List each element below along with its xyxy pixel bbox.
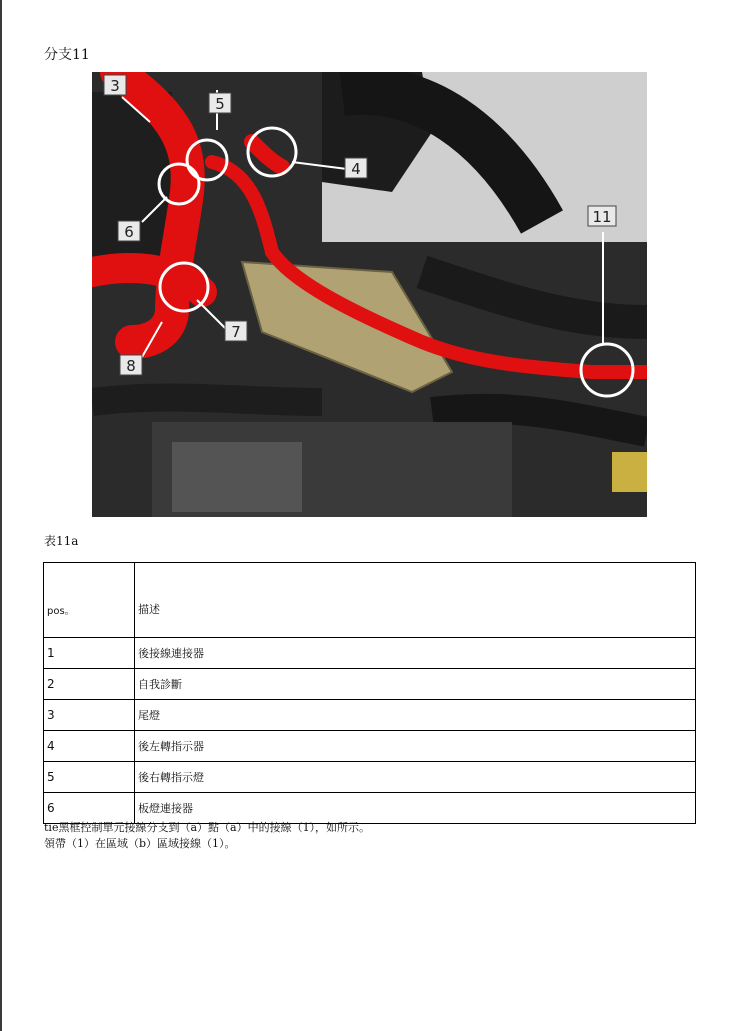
callout-5 — [209, 93, 231, 113]
table-row — [44, 638, 696, 669]
wiring-photo — [92, 72, 647, 517]
instruction-notes — [44, 820, 370, 852]
header-pos: pos。 — [44, 563, 135, 638]
row-description: 尾燈 — [135, 700, 696, 731]
svg-text:4: 4 — [351, 160, 361, 178]
svg-text:6: 6 — [124, 223, 134, 241]
table-caption: 表11a — [44, 534, 79, 548]
callout-6 — [118, 221, 140, 241]
page-left-border — [0, 0, 2, 1031]
svg-text:11: 11 — [592, 208, 612, 226]
row-description: 自我診斷 — [135, 669, 696, 700]
note-line: 領帶（1）在區域（b）區域接線（1）。 — [44, 837, 236, 850]
row-pos: 2 — [44, 669, 135, 700]
table-row — [44, 762, 696, 793]
svg-text:8: 8 — [126, 357, 136, 375]
table-header-row — [44, 563, 696, 638]
row-description: 後左轉指示器 — [135, 731, 696, 762]
svg-text:5: 5 — [215, 95, 225, 113]
row-pos: 3 — [44, 700, 135, 731]
note-line: tie黑框控制單元接線分支到（a）點（a）中的接線（1），如所示。 — [44, 821, 371, 834]
row-description: 板燈連接器 — [135, 793, 696, 824]
row-pos: 6 — [44, 793, 135, 824]
row-description: 後右轉指示燈 — [135, 762, 696, 793]
wiring-photo-illustration — [92, 72, 647, 517]
table-row — [44, 793, 696, 824]
table-row — [44, 669, 696, 700]
table-row — [44, 700, 696, 731]
row-pos: 1 — [44, 638, 135, 669]
callout-4 — [345, 158, 367, 178]
svg-text:7: 7 — [231, 323, 241, 341]
row-pos: 5 — [44, 762, 135, 793]
callout-11 — [588, 206, 616, 226]
callout-7 — [225, 321, 247, 341]
callout-8 — [120, 355, 142, 375]
callout-3 — [104, 75, 126, 95]
row-description: 後接線連接器 — [135, 638, 696, 669]
legend-table — [43, 562, 696, 824]
svg-text:3: 3 — [110, 77, 120, 95]
row-pos: 4 — [44, 731, 135, 762]
header-description: 描述 — [135, 563, 696, 638]
section-heading: 分支11 — [44, 47, 90, 63]
table-row — [44, 731, 696, 762]
